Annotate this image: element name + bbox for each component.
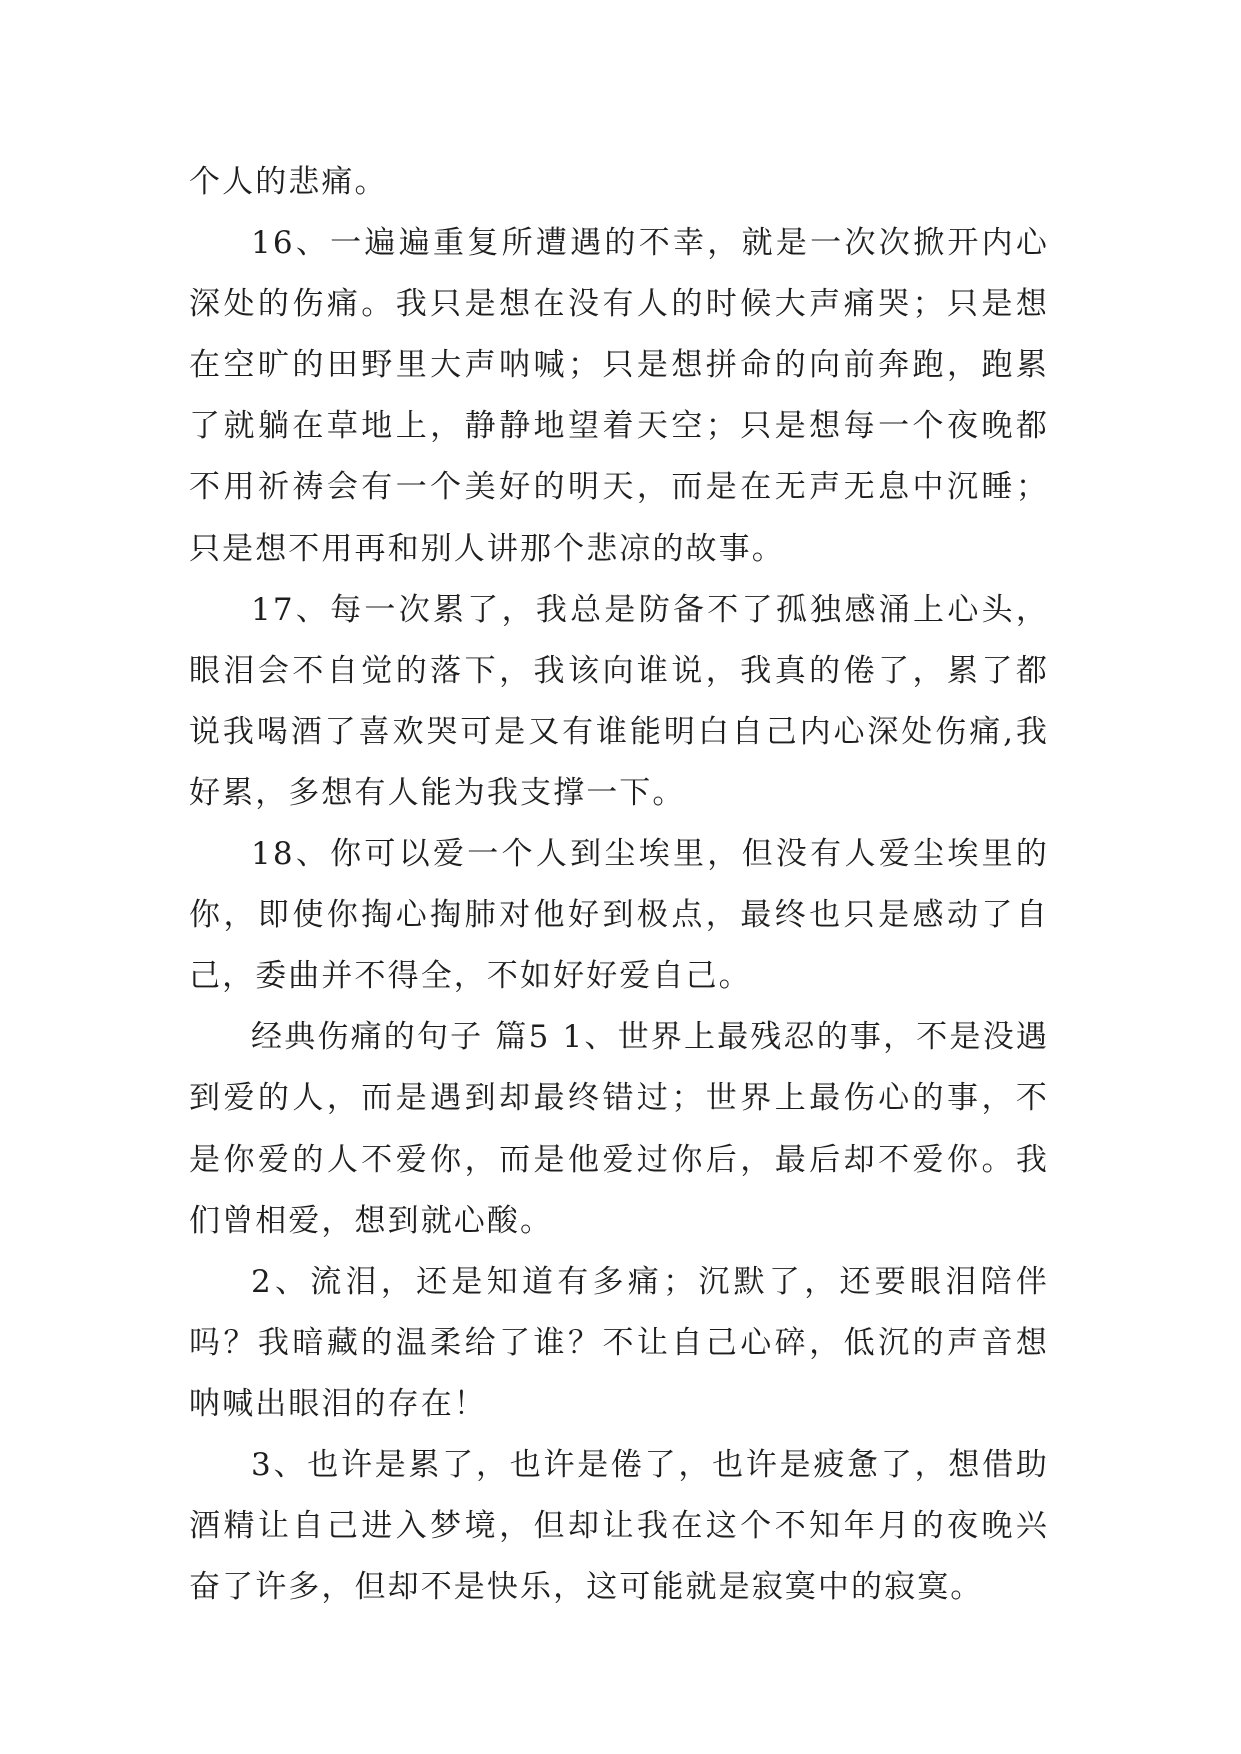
paragraph-section-5-item-2: 2、流泪，还是知道有多痛；沉默了，还要眼泪陪伴吗？我暗藏的温柔给了谁？不让自己心碎，低沉的声音想呐喊出眼泪的存在！ [189,1263,1049,1422]
paragraph-item-16: 16、一遍遍重复所遭遇的不幸，就是一次次掀开内心深处的伤痛。我只是想在没有人的时候大声痛哭；只是想在空旷的田野里大声呐喊；只是想拼命的向前奔跑，跑累了就躺在草地上，静静地望着天空；只是想每一个夜晚都不用祈祷会有一个美好的明天，而是在无声无息中沉睡；只是想不用再和别人讲那个悲凉的故事。 [189,225,1049,567]
paragraph-item-17: 17、每一次累了，我总是防备不了孤独感涌上心头，眼泪会不自觉的落下，我该向谁说，我真的倦了，累了都说我喝酒了喜欢哭可是又有谁能明白自己内心深处伤痛,我好累，多想有人能为我支撑一下。 [189,591,1049,811]
document-body [189,152,1049,1618]
paragraph-section-5-item-1: 经典伤痛的句子 篇5 1、世界上最残忍的事，不是没遇到爱的人，而是遇到却最终错过；世界上最伤心的事，不是你爱的人不爱你，而是他爱过你后，最后却不爱你。我们曾相爱，想到就心酸。 [189,1019,1049,1239]
paragraph-item-18: 18、你可以爱一个人到尘埃里，但没有人爱尘埃里的你，即使你掏心掏肺对他好到极点，最终也只是感动了自己，委曲并不得全，不如好好爱自己。 [189,836,1049,995]
paragraph-continuation: 个人的悲痛。 [189,164,388,200]
paragraph-section-5-item-3: 3、也许是累了，也许是倦了，也许是疲惫了，想借助酒精让自己进入梦境，但却让我在这个不知年月的夜晚兴奋了许多，但却不是快乐，这可能就是寂寞中的寂寞。 [189,1446,1049,1606]
